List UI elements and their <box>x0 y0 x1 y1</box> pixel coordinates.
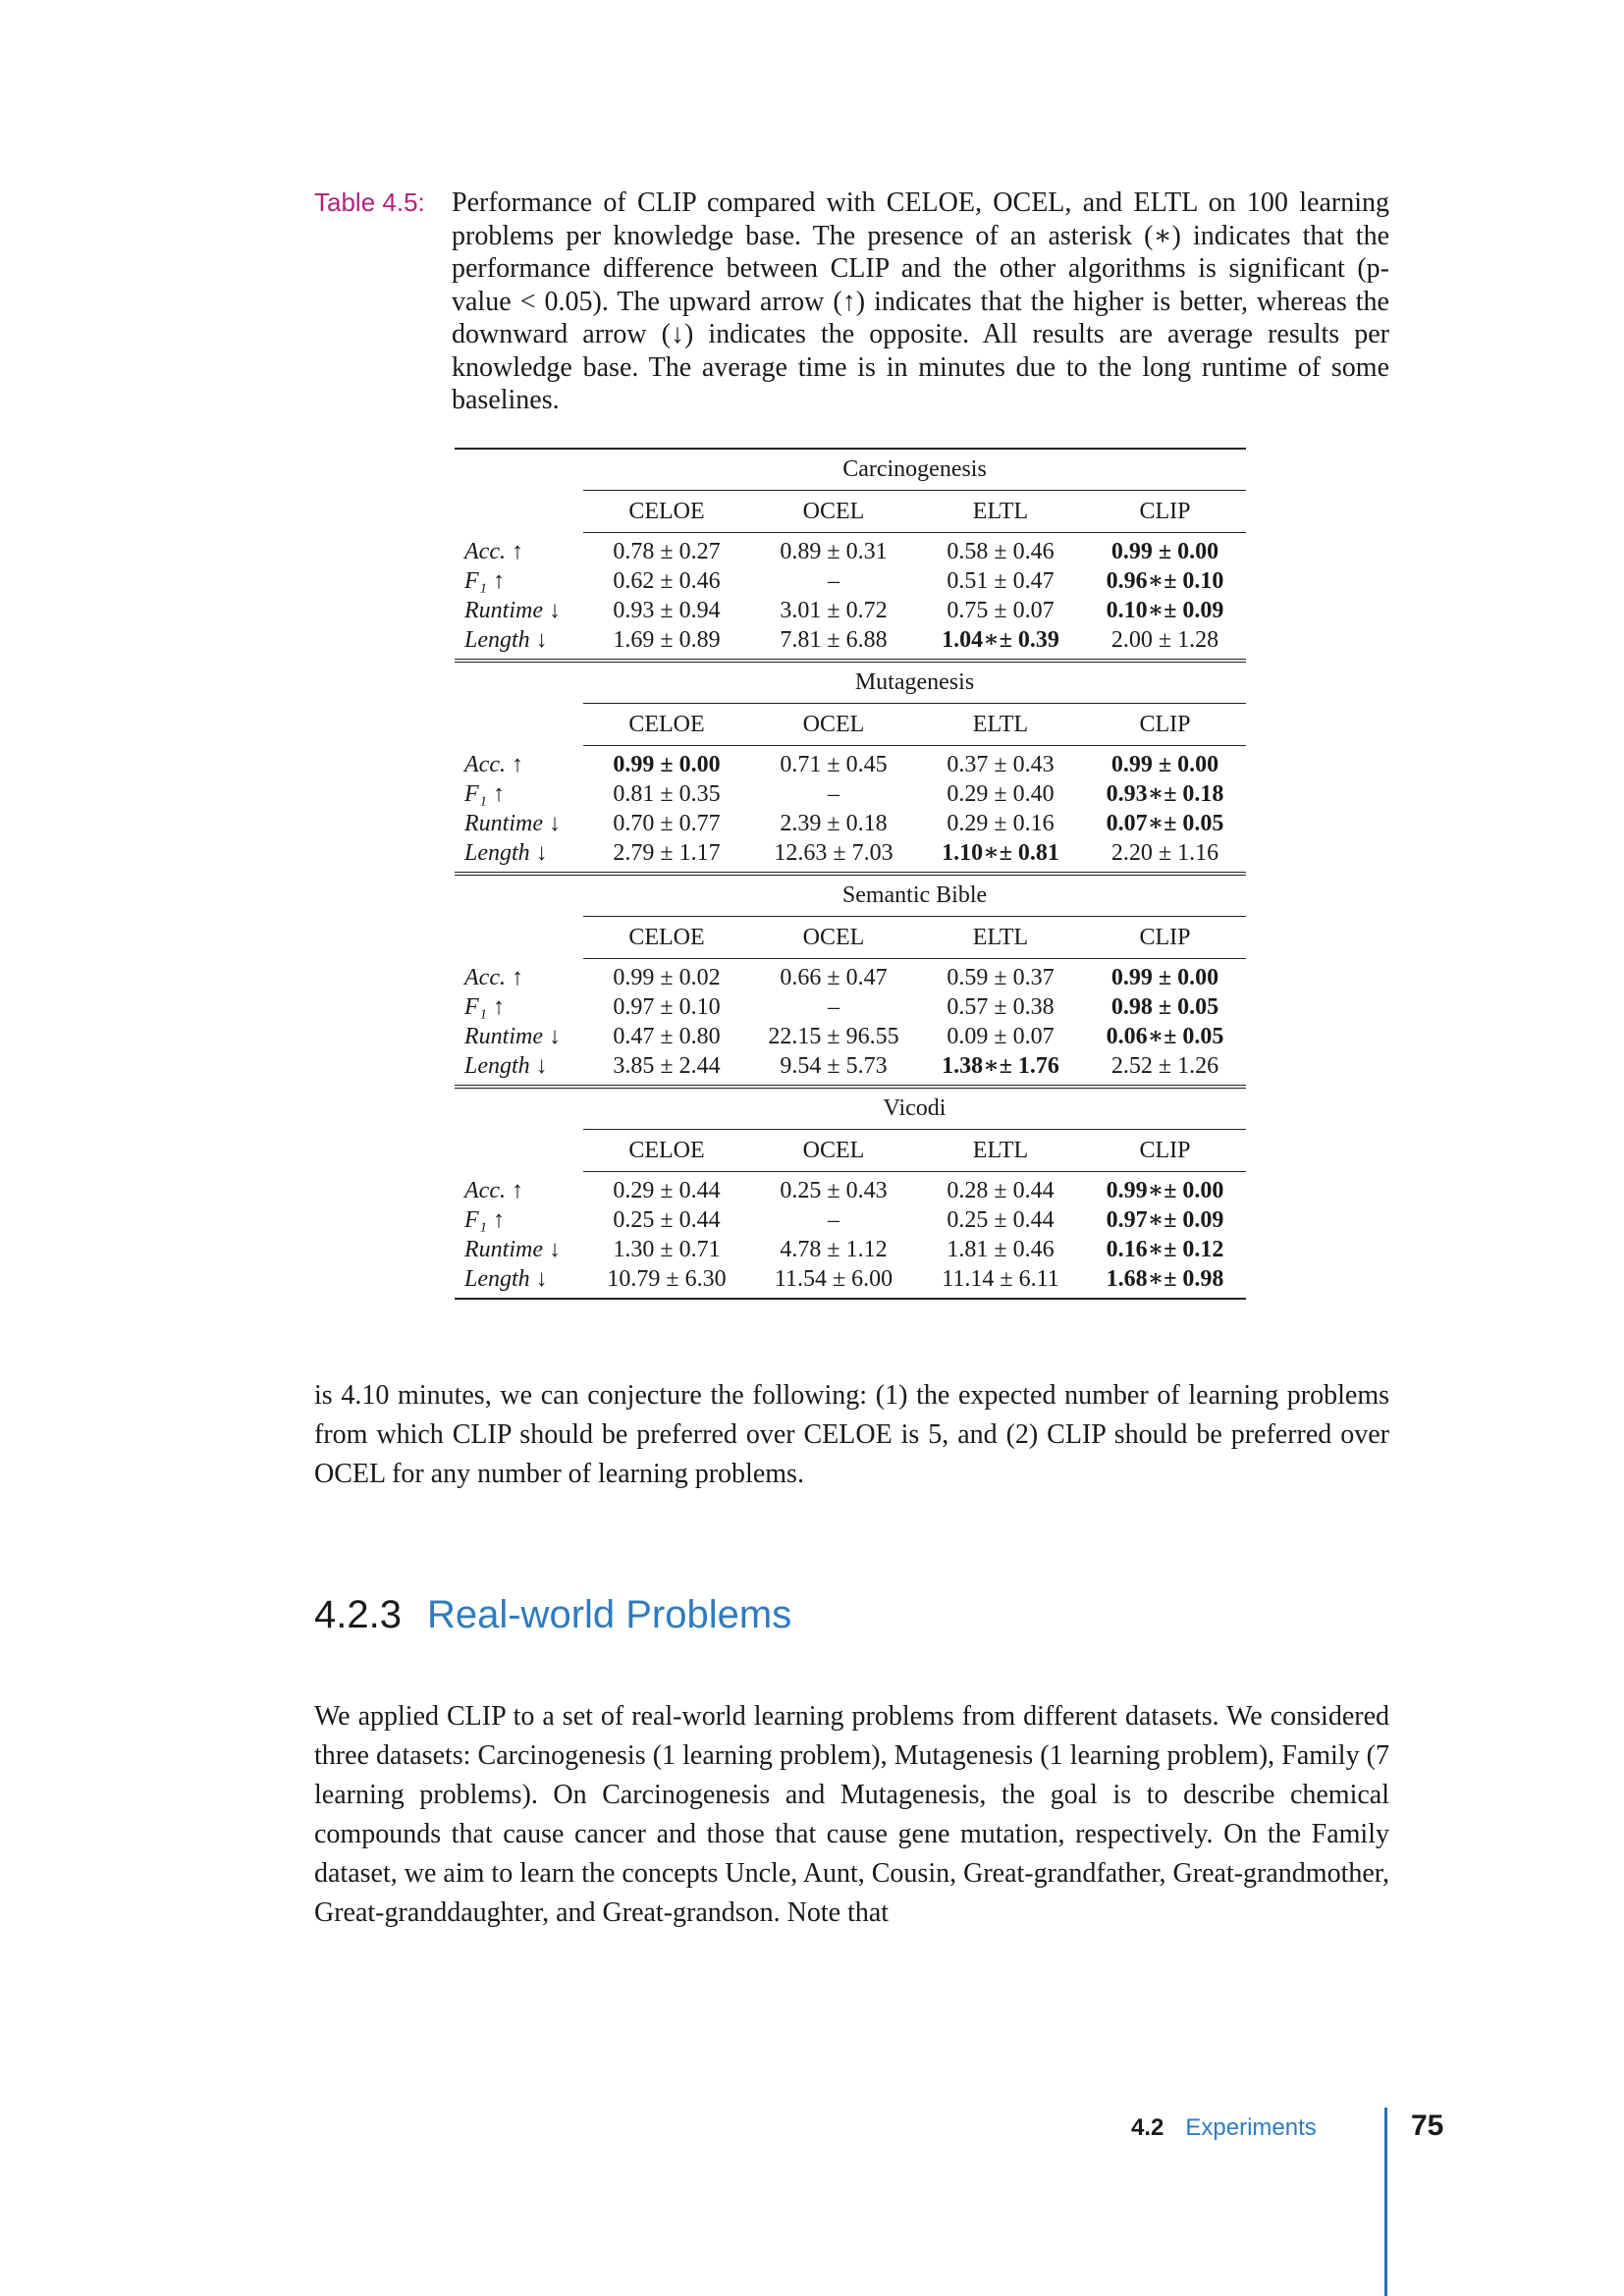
table-cell: 0.29 ± 0.40 <box>947 781 1055 807</box>
metric-label: Runtime ↓ <box>464 598 561 623</box>
table-cell: 22.15 ± 96.55 <box>768 1024 899 1049</box>
metric-label: F₁ ↑ <box>464 1207 506 1233</box>
table-cell: 1.68∗± 0.98 <box>1084 1264 1246 1299</box>
footer-divider <box>1384 2108 1387 2296</box>
column-header: CELOE <box>583 1130 750 1172</box>
table-row <box>455 779 1246 809</box>
dataset-name: Vicodi <box>583 1087 1246 1130</box>
column-header: CELOE <box>583 491 750 533</box>
table-cell: 2.20 ± 1.16 <box>1110 840 1219 866</box>
table-cell: 0.99 ± 0.00 <box>1110 965 1219 990</box>
table-row <box>455 1022 1246 1051</box>
running-footer <box>1131 2113 1317 2143</box>
metric-label: Acc. ↑ <box>464 1177 523 1203</box>
column-header: OCEL <box>750 917 917 959</box>
table-cell: 3.01 ± 0.72 <box>780 598 888 623</box>
table-cell: 2.79 ± 1.17 <box>613 840 721 866</box>
results-table <box>455 448 1246 1300</box>
table-cell: 2.52 ± 1.26 <box>1110 1053 1219 1079</box>
table-cell: 2.39 ± 0.18 <box>780 811 888 836</box>
table-cell: 0.25 ± 0.44 <box>613 1207 721 1233</box>
table-row <box>455 746 1246 780</box>
table-cell: 0.71 ± 0.45 <box>780 752 888 777</box>
table-caption-label: Table 4.5: <box>314 187 425 217</box>
column-header: CLIP <box>1084 704 1246 746</box>
table-cell: 0.28 ± 0.44 <box>947 1178 1055 1203</box>
section-heading <box>314 1590 791 1639</box>
table-cell: 0.47 ± 0.80 <box>613 1024 721 1049</box>
table-row <box>455 625 1246 661</box>
table-cell: 0.37 ± 0.43 <box>947 752 1055 777</box>
table-row <box>455 566 1246 596</box>
table-cell: 0.29 ± 0.16 <box>947 811 1055 836</box>
metric-label: Runtime ↓ <box>464 1024 561 1049</box>
column-header: CELOE <box>583 704 750 746</box>
metric-label: Runtime ↓ <box>464 1237 561 1262</box>
table-cell: 0.29 ± 0.44 <box>613 1178 721 1203</box>
section-number: 4.2.3 <box>314 1593 402 1636</box>
column-header: OCEL <box>750 704 917 746</box>
table-cell: 0.93 ± 0.94 <box>613 598 721 623</box>
table-row <box>455 533 1246 567</box>
table-row <box>455 1264 1246 1299</box>
table-cell: 0.99∗± 0.00 <box>1106 1178 1224 1203</box>
table-cell: – <box>828 568 839 594</box>
column-header: CLIP <box>1084 491 1246 533</box>
metric-label: Length ↓ <box>464 1053 548 1079</box>
table-cell: 0.97 ± 0.10 <box>613 994 721 1020</box>
table-cell: 1.10∗± 0.81 <box>942 840 1059 866</box>
table-corner-cell <box>455 661 583 704</box>
column-header: CELOE <box>583 917 750 959</box>
footer-section-name: Experiments <box>1185 2114 1317 2141</box>
table-cell: 2.00 ± 1.28 <box>1110 627 1219 653</box>
table-cell: 0.70 ± 0.77 <box>613 811 721 836</box>
table-cell: – <box>828 1207 839 1233</box>
table-caption-text: Performance of CLIP compared with CELOE, OCEL, and ELTL on 100 learning problems per knowledge base. The presence of an asterisk (∗) indicates that the performance difference between CLIP and the other algorithms is significant (p-value < 0.05). The upward arrow (↑) indicates that the higher is better, whereas the downward arrow (↓) indicates the opposite. All results are average results per knowledge base. The average time is in minutes due to the long runtime of some baselines. <box>452 187 1389 415</box>
table-cell: 11.54 ± 6.00 <box>750 1264 917 1299</box>
table-row <box>455 959 1246 993</box>
table-corner-cell <box>455 874 583 917</box>
table-row <box>455 809 1246 838</box>
table-cell: 0.62 ± 0.46 <box>613 568 721 594</box>
table-cell: 0.81 ± 0.35 <box>613 781 721 807</box>
table-cell: 9.54 ± 5.73 <box>780 1053 888 1079</box>
table-corner-cell <box>455 704 583 746</box>
table-cell: 1.69 ± 0.89 <box>613 627 721 653</box>
table-cell: – <box>828 781 839 807</box>
table-cell: 0.06∗± 0.05 <box>1106 1024 1224 1049</box>
metric-label: Length ↓ <box>464 627 548 653</box>
table-cell: 0.99 ± 0.00 <box>1110 752 1219 777</box>
column-header: ELTL <box>917 1130 1084 1172</box>
table-cell: 3.85 ± 2.44 <box>613 1053 721 1079</box>
table-cell: 0.58 ± 0.46 <box>947 539 1055 564</box>
table-row <box>455 1205 1246 1235</box>
table-cell: 10.79 ± 6.30 <box>583 1264 750 1299</box>
table-cell: 0.98 ± 0.05 <box>1110 994 1219 1020</box>
table-cell: 0.93∗± 0.18 <box>1106 781 1224 807</box>
column-header: ELTL <box>917 704 1084 746</box>
table-cell: 0.07∗± 0.05 <box>1106 811 1224 836</box>
metric-label: Acc. ↑ <box>464 751 523 777</box>
table-cell: 0.99 ± 0.00 <box>1110 539 1219 564</box>
column-header: CLIP <box>1084 917 1246 959</box>
table-cell: 0.57 ± 0.38 <box>947 994 1055 1020</box>
table-cell: 0.78 ± 0.27 <box>613 539 721 564</box>
metric-label: Length ↓ <box>455 1264 583 1299</box>
column-header: ELTL <box>917 491 1084 533</box>
page-number: 75 <box>1411 2109 1444 2142</box>
table-cell: 1.30 ± 0.71 <box>613 1237 721 1262</box>
metric-label: F₁ ↑ <box>464 994 506 1020</box>
dataset-name: Mutagenesis <box>583 661 1246 704</box>
column-header: OCEL <box>750 1130 917 1172</box>
table-cell: 0.75 ± 0.07 <box>947 598 1055 623</box>
footer-section-number: 4.2 <box>1131 2114 1164 2141</box>
table-corner-cell <box>455 1087 583 1130</box>
dataset-name: Carcinogenesis <box>583 449 1246 491</box>
table-cell: 0.51 ± 0.47 <box>947 568 1055 594</box>
paragraph-real-world: We applied CLIP to a set of real-world learning problems from different datasets. We considered three datasets: Carcinogenesis (1 learning problem), Mutagenesis (1 learning problem), Family (7 learning problems). On Carcinogenesis and Mutagenesis, the goal is to describe chemical compounds that cause cancer and those that cause gene mutation, respectively. On the Family dataset, we aim to learn the concepts Uncle, Aunt, Cousin, Great-grandfather, Great-grandmother, Great-granddaughter, and Great-grandson. Note that <box>314 1701 1389 1928</box>
table-cell: 0.09 ± 0.07 <box>947 1024 1055 1049</box>
table-cell: 4.78 ± 1.12 <box>780 1237 888 1262</box>
table-cell: – <box>828 994 839 1020</box>
table-corner-cell <box>455 917 583 959</box>
table-cell: 0.96∗± 0.10 <box>1106 568 1224 594</box>
metric-label: Acc. ↑ <box>464 538 523 564</box>
dataset-name: Semantic Bible <box>583 874 1246 917</box>
table-corner-cell <box>455 449 583 491</box>
table-cell: 0.16∗± 0.12 <box>1106 1237 1224 1262</box>
section-title: Real-world Problems <box>426 1593 792 1636</box>
table-row <box>455 992 1246 1022</box>
table-cell: 0.89 ± 0.31 <box>780 539 888 564</box>
table-corner-cell <box>455 1130 583 1172</box>
table-cell: 7.81 ± 6.88 <box>780 627 888 653</box>
column-header: CLIP <box>1084 1130 1246 1172</box>
table-cell: 1.81 ± 0.46 <box>947 1237 1055 1262</box>
table-cell: 11.14 ± 6.11 <box>917 1264 1084 1299</box>
table-cell: 1.38∗± 1.76 <box>942 1053 1059 1079</box>
table-row <box>455 596 1246 625</box>
table-cell: 0.10∗± 0.09 <box>1106 598 1224 623</box>
column-header: OCEL <box>750 491 917 533</box>
table-row <box>455 1172 1246 1206</box>
table-cell: 0.25 ± 0.44 <box>947 1207 1055 1233</box>
table-cell: 0.66 ± 0.47 <box>780 965 888 990</box>
table-corner-cell <box>455 491 583 533</box>
metric-label: F₁ ↑ <box>464 781 506 807</box>
metric-label: F₁ ↑ <box>464 568 506 594</box>
table-row <box>455 1051 1246 1087</box>
metric-label: Runtime ↓ <box>464 811 561 836</box>
table-cell: 12.63 ± 7.03 <box>774 840 893 866</box>
table-cell: 0.99 ± 0.00 <box>613 752 721 777</box>
table-cell: 0.99 ± 0.02 <box>613 965 721 990</box>
column-header: ELTL <box>917 917 1084 959</box>
table-caption <box>314 187 1389 417</box>
metric-label: Acc. ↑ <box>464 964 523 990</box>
table-cell: 0.59 ± 0.37 <box>947 965 1055 990</box>
table-cell: 1.04∗± 0.39 <box>942 627 1059 653</box>
metric-label: Length ↓ <box>464 840 548 866</box>
paragraph-conjecture: is 4.10 minutes, we can conjecture the following: (1) the expected number of learning problems from which CLIP should be preferred over CELOE is 5, and (2) CLIP should be preferred over OCEL for any number of learning problems. <box>314 1380 1389 1489</box>
table-row <box>455 838 1246 874</box>
table-cell: 0.97∗± 0.09 <box>1106 1207 1224 1233</box>
table-row <box>455 1235 1246 1264</box>
table-cell: 0.25 ± 0.43 <box>780 1178 888 1203</box>
